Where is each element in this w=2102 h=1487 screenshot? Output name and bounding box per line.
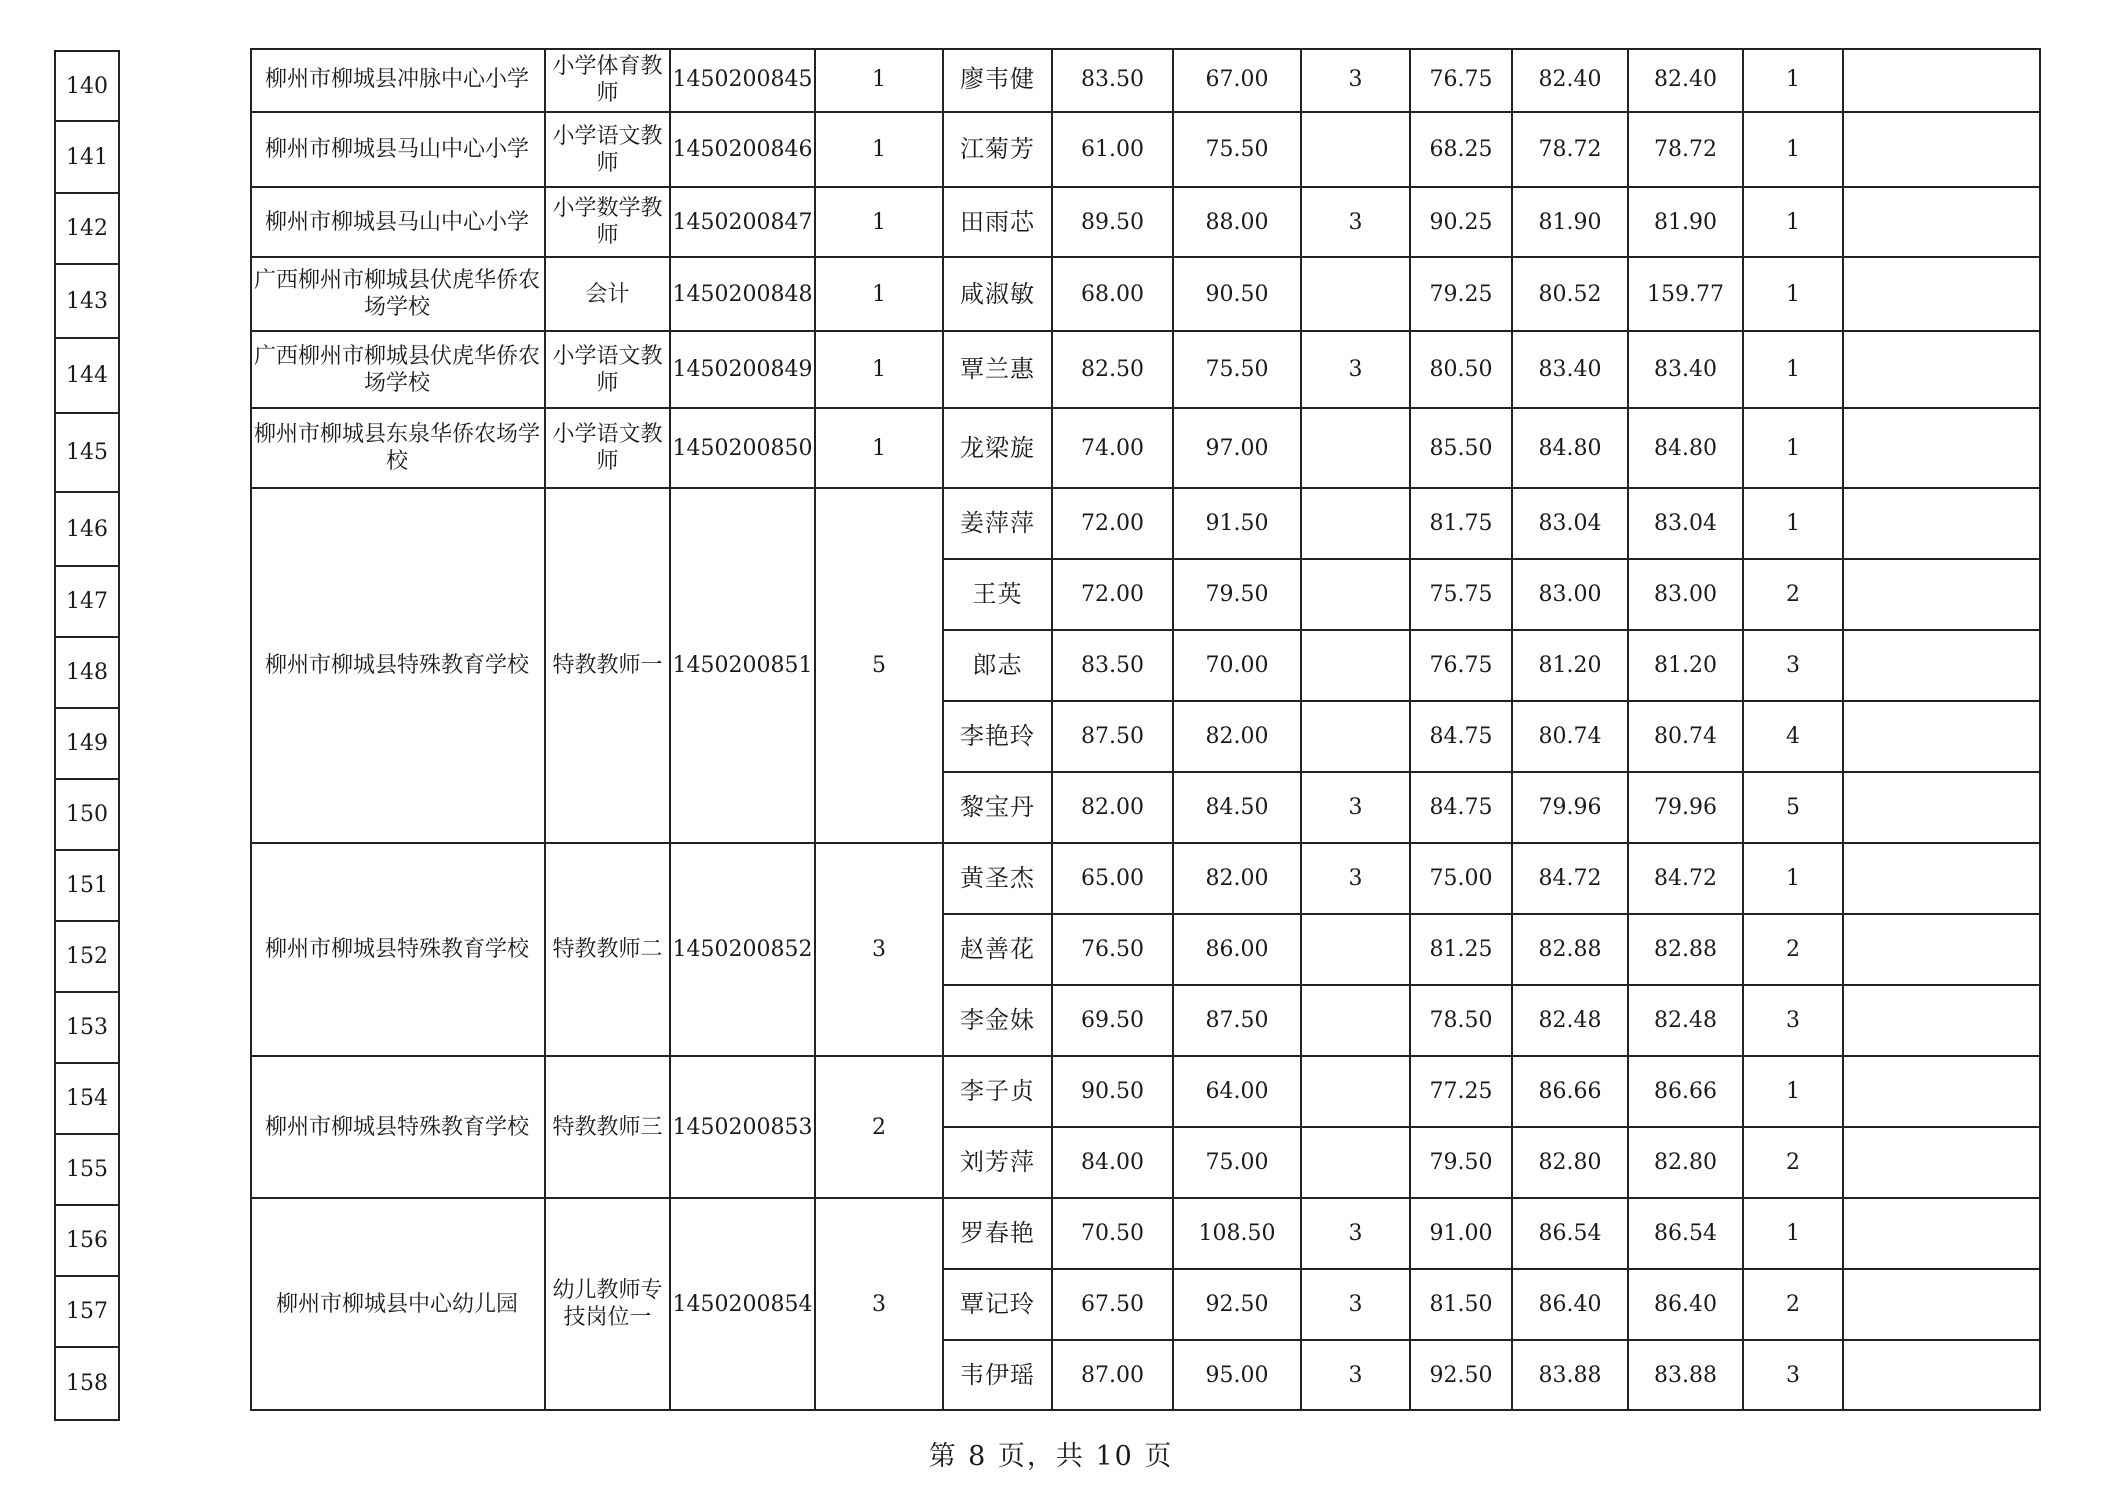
hire-count-cell: 1 bbox=[816, 258, 944, 332]
written-score-cell: 87.50 bbox=[1053, 702, 1174, 773]
written-score-cell: 76.50 bbox=[1053, 915, 1174, 986]
bonus-points-cell bbox=[1302, 560, 1411, 631]
job-post-cell: 特教教师一 bbox=[546, 489, 671, 844]
interview-score-cell: 84.80 bbox=[1513, 409, 1629, 489]
job-post-cell: 特教教师二 bbox=[546, 844, 671, 1057]
rank-cell: 1 bbox=[1744, 188, 1844, 258]
interview-score-cell: 86.54 bbox=[1513, 1199, 1629, 1270]
total-score-cell: 77.25 bbox=[1411, 1057, 1513, 1128]
final-score-cell: 83.88 bbox=[1629, 1341, 1744, 1411]
remark-cell bbox=[1844, 560, 2041, 631]
job-post-cell: 幼儿教师专技岗位一 bbox=[546, 1199, 671, 1411]
final-score-cell: 82.48 bbox=[1629, 986, 1744, 1057]
remark-cell bbox=[1844, 1128, 2041, 1199]
row-index-cell: 142 bbox=[56, 194, 118, 265]
final-score-cell: 86.54 bbox=[1629, 1199, 1744, 1270]
rank-cell: 3 bbox=[1744, 631, 1844, 702]
test-score-cell: 75.00 bbox=[1174, 1128, 1302, 1199]
total-score-cell: 81.25 bbox=[1411, 915, 1513, 986]
bonus-points-cell bbox=[1302, 631, 1411, 702]
job-post-cell: 会计 bbox=[546, 258, 671, 332]
post-code-cell: 1450200852 bbox=[671, 844, 816, 1057]
total-score-cell: 75.00 bbox=[1411, 844, 1513, 915]
row-index-cell: 158 bbox=[66, 1371, 108, 1396]
remark-cell bbox=[1844, 631, 2041, 702]
candidate-name-cell: 李金妹 bbox=[944, 986, 1053, 1057]
rank-cell: 3 bbox=[1744, 986, 1844, 1057]
rank-cell: 1 bbox=[1744, 113, 1844, 188]
rank-cell: 2 bbox=[1744, 915, 1844, 986]
rank-cell: 1 bbox=[1744, 332, 1844, 409]
rank-cell: 2 bbox=[1744, 1270, 1844, 1341]
interview-score-cell: 82.48 bbox=[1513, 986, 1629, 1057]
final-score-cell: 81.20 bbox=[1629, 631, 1744, 702]
final-score-cell: 84.80 bbox=[1629, 409, 1744, 489]
rank-cell: 1 bbox=[1744, 844, 1844, 915]
employer-unit-cell: 广西柳州市柳城县伏虎华侨农场学校 bbox=[250, 332, 546, 409]
candidate-name-cell: 江菊芳 bbox=[944, 113, 1053, 188]
total-score-cell: 68.25 bbox=[1411, 113, 1513, 188]
total-score-cell: 84.75 bbox=[1411, 702, 1513, 773]
interview-score-cell: 78.72 bbox=[1513, 113, 1629, 188]
row-index-cell: 148 bbox=[56, 638, 118, 709]
employer-unit-cell: 柳州市柳城县特殊教育学校 bbox=[250, 489, 546, 844]
job-post-cell: 小学语文教师 bbox=[546, 332, 671, 409]
remark-cell bbox=[1844, 986, 2041, 1057]
bonus-points-cell: 3 bbox=[1302, 188, 1411, 258]
written-score-cell: 72.00 bbox=[1053, 560, 1174, 631]
results-table bbox=[250, 48, 2041, 1411]
candidate-name-cell: 郎志 bbox=[944, 631, 1053, 702]
total-score-cell: 81.75 bbox=[1411, 489, 1513, 560]
final-score-cell: 86.40 bbox=[1629, 1270, 1744, 1341]
employer-unit-cell: 柳州市柳城县特殊教育学校 bbox=[250, 844, 546, 1057]
written-score-cell: 74.00 bbox=[1053, 409, 1174, 489]
test-score-cell: 95.00 bbox=[1174, 1341, 1302, 1411]
employer-unit-cell: 柳州市柳城县马山中心小学 bbox=[250, 188, 546, 258]
bonus-points-cell: 3 bbox=[1302, 773, 1411, 844]
candidate-name-cell: 咸淑敏 bbox=[944, 258, 1053, 332]
hire-count-cell: 1 bbox=[816, 332, 944, 409]
remark-cell bbox=[1844, 258, 2041, 332]
candidate-name-cell: 黄圣杰 bbox=[944, 844, 1053, 915]
total-score-cell: 84.75 bbox=[1411, 773, 1513, 844]
job-post-cell: 小学数学教师 bbox=[546, 188, 671, 258]
interview-score-cell: 82.80 bbox=[1513, 1128, 1629, 1199]
bonus-points-cell bbox=[1302, 702, 1411, 773]
bonus-points-cell: 3 bbox=[1302, 844, 1411, 915]
final-score-cell: 78.72 bbox=[1629, 113, 1744, 188]
employer-unit-cell: 柳州市柳城县冲脉中心小学 bbox=[250, 48, 546, 113]
written-score-cell: 67.50 bbox=[1053, 1270, 1174, 1341]
total-score-cell: 79.50 bbox=[1411, 1128, 1513, 1199]
bonus-points-cell: 3 bbox=[1302, 1341, 1411, 1411]
total-score-cell: 75.75 bbox=[1411, 560, 1513, 631]
remark-cell bbox=[1844, 1270, 2041, 1341]
test-score-cell: 70.00 bbox=[1174, 631, 1302, 702]
interview-score-cell: 80.74 bbox=[1513, 702, 1629, 773]
written-score-cell: 82.00 bbox=[1053, 773, 1174, 844]
hire-count-cell: 2 bbox=[816, 1057, 944, 1199]
interview-score-cell: 79.96 bbox=[1513, 773, 1629, 844]
candidate-name-cell: 罗春艳 bbox=[944, 1199, 1053, 1270]
post-code-cell: 1450200848 bbox=[671, 258, 816, 332]
rank-cell: 1 bbox=[1744, 409, 1844, 489]
test-score-cell: 86.00 bbox=[1174, 915, 1302, 986]
test-score-cell: 64.00 bbox=[1174, 1057, 1302, 1128]
written-score-cell: 70.50 bbox=[1053, 1199, 1174, 1270]
test-score-cell: 92.50 bbox=[1174, 1270, 1302, 1341]
candidate-name-cell: 黎宝丹 bbox=[944, 773, 1053, 844]
remark-cell bbox=[1844, 915, 2041, 986]
hire-count-cell: 1 bbox=[816, 188, 944, 258]
test-score-cell: 97.00 bbox=[1174, 409, 1302, 489]
test-score-cell: 82.00 bbox=[1174, 844, 1302, 915]
candidate-name-cell: 王英 bbox=[944, 560, 1053, 631]
total-score-cell: 91.00 bbox=[1411, 1199, 1513, 1270]
test-score-cell: 87.50 bbox=[1174, 986, 1302, 1057]
row-index-cell: 155 bbox=[56, 1135, 118, 1206]
row-index-cell: 153 bbox=[56, 993, 118, 1064]
page-footer: 第 8 页，共 10 页 bbox=[928, 1441, 1174, 1472]
employer-unit-cell: 柳州市柳城县特殊教育学校 bbox=[250, 1057, 546, 1199]
hire-count-cell: 1 bbox=[816, 48, 944, 113]
written-score-cell: 90.50 bbox=[1053, 1057, 1174, 1128]
remark-cell bbox=[1844, 332, 2041, 409]
remark-cell bbox=[1844, 844, 2041, 915]
row-index-cell: 151 bbox=[56, 851, 118, 922]
total-score-cell: 76.75 bbox=[1411, 631, 1513, 702]
hire-count-cell: 5 bbox=[816, 489, 944, 844]
row-index-cell: 154 bbox=[56, 1064, 118, 1135]
candidate-name-cell: 赵善花 bbox=[944, 915, 1053, 986]
rank-cell: 2 bbox=[1744, 1128, 1844, 1199]
written-score-cell: 72.00 bbox=[1053, 489, 1174, 560]
final-score-cell: 81.90 bbox=[1629, 188, 1744, 258]
bonus-points-cell bbox=[1302, 1057, 1411, 1128]
total-score-cell: 90.25 bbox=[1411, 188, 1513, 258]
test-score-cell: 91.50 bbox=[1174, 489, 1302, 560]
bonus-points-cell: 3 bbox=[1302, 332, 1411, 409]
post-code-cell: 1450200851 bbox=[671, 489, 816, 844]
final-score-cell: 82.80 bbox=[1629, 1128, 1744, 1199]
rank-cell: 4 bbox=[1744, 702, 1844, 773]
row-index-cell: 143 bbox=[56, 265, 118, 339]
interview-score-cell: 82.40 bbox=[1513, 48, 1629, 113]
test-score-cell: 90.50 bbox=[1174, 258, 1302, 332]
row-index-cell: 156 bbox=[56, 1206, 118, 1277]
interview-score-cell: 81.90 bbox=[1513, 188, 1629, 258]
bonus-points-cell bbox=[1302, 1128, 1411, 1199]
candidate-name-cell: 龙梁旋 bbox=[944, 409, 1053, 489]
written-score-cell: 84.00 bbox=[1053, 1128, 1174, 1199]
post-code-cell: 1450200847 bbox=[671, 188, 816, 258]
total-score-cell: 76.75 bbox=[1411, 48, 1513, 113]
interview-score-cell: 83.00 bbox=[1513, 560, 1629, 631]
interview-score-cell: 83.40 bbox=[1513, 332, 1629, 409]
bonus-points-cell bbox=[1302, 409, 1411, 489]
interview-score-cell: 81.20 bbox=[1513, 631, 1629, 702]
test-score-cell: 84.50 bbox=[1174, 773, 1302, 844]
written-score-cell: 68.00 bbox=[1053, 258, 1174, 332]
remark-cell bbox=[1844, 1341, 2041, 1411]
rank-cell: 3 bbox=[1744, 1341, 1844, 1411]
candidate-name-cell: 韦伊瑶 bbox=[944, 1341, 1053, 1411]
employer-unit-cell: 柳州市柳城县马山中心小学 bbox=[250, 113, 546, 188]
total-score-cell: 92.50 bbox=[1411, 1341, 1513, 1411]
bonus-points-cell bbox=[1302, 113, 1411, 188]
test-score-cell: 82.00 bbox=[1174, 702, 1302, 773]
rank-cell: 1 bbox=[1744, 258, 1844, 332]
row-index-cell: 144 bbox=[56, 339, 118, 414]
row-index-cell: 150 bbox=[56, 780, 118, 851]
remark-cell bbox=[1844, 113, 2041, 188]
bonus-points-cell bbox=[1302, 986, 1411, 1057]
row-index-cell: 146 bbox=[56, 493, 118, 567]
employer-unit-cell: 柳州市柳城县中心幼儿园 bbox=[250, 1199, 546, 1411]
final-score-cell: 84.72 bbox=[1629, 844, 1744, 915]
hire-count-cell: 3 bbox=[816, 1199, 944, 1411]
test-score-cell: 108.50 bbox=[1174, 1199, 1302, 1270]
total-score-cell: 78.50 bbox=[1411, 986, 1513, 1057]
row-index-column bbox=[54, 50, 120, 1421]
final-score-cell: 80.74 bbox=[1629, 702, 1744, 773]
final-score-cell: 83.00 bbox=[1629, 560, 1744, 631]
final-score-cell: 83.40 bbox=[1629, 332, 1744, 409]
candidate-name-cell: 廖韦健 bbox=[944, 48, 1053, 113]
rank-cell: 1 bbox=[1744, 1057, 1844, 1128]
interview-score-cell: 84.72 bbox=[1513, 844, 1629, 915]
final-score-cell: 79.96 bbox=[1629, 773, 1744, 844]
row-index-cell: 157 bbox=[56, 1277, 118, 1348]
job-post-cell: 小学体育教师 bbox=[546, 48, 671, 113]
row-index-cell: 141 bbox=[56, 122, 118, 194]
post-code-cell: 1450200853 bbox=[671, 1057, 816, 1199]
interview-score-cell: 83.88 bbox=[1513, 1341, 1629, 1411]
candidate-name-cell: 覃记玲 bbox=[944, 1270, 1053, 1341]
written-score-cell: 83.50 bbox=[1053, 48, 1174, 113]
candidate-name-cell: 李艳玲 bbox=[944, 702, 1053, 773]
remark-cell bbox=[1844, 702, 2041, 773]
remark-cell bbox=[1844, 409, 2041, 489]
employer-unit-cell: 柳州市柳城县东泉华侨农场学校 bbox=[250, 409, 546, 489]
remark-cell bbox=[1844, 773, 2041, 844]
hire-count-cell: 3 bbox=[816, 844, 944, 1057]
candidate-name-cell: 田雨芯 bbox=[944, 188, 1053, 258]
total-score-cell: 85.50 bbox=[1411, 409, 1513, 489]
rank-cell: 1 bbox=[1744, 48, 1844, 113]
rank-cell: 2 bbox=[1744, 560, 1844, 631]
test-score-cell: 67.00 bbox=[1174, 48, 1302, 113]
interview-score-cell: 80.52 bbox=[1513, 258, 1629, 332]
final-score-cell: 159.77 bbox=[1629, 258, 1744, 332]
candidate-name-cell: 刘芳萍 bbox=[944, 1128, 1053, 1199]
row-index-cell: 145 bbox=[56, 414, 118, 493]
written-score-cell: 83.50 bbox=[1053, 631, 1174, 702]
row-index-cell: 149 bbox=[56, 709, 118, 780]
bonus-points-cell bbox=[1302, 258, 1411, 332]
bonus-points-cell bbox=[1302, 915, 1411, 986]
remark-cell bbox=[1844, 188, 2041, 258]
row-index-cell: 147 bbox=[56, 567, 118, 638]
interview-score-cell: 86.66 bbox=[1513, 1057, 1629, 1128]
written-score-cell: 65.00 bbox=[1053, 844, 1174, 915]
job-post-cell: 小学语文教师 bbox=[546, 113, 671, 188]
interview-score-cell: 83.04 bbox=[1513, 489, 1629, 560]
post-code-cell: 1450200854 bbox=[671, 1199, 816, 1411]
total-score-cell: 81.50 bbox=[1411, 1270, 1513, 1341]
row-index-cell: 140 bbox=[56, 52, 118, 122]
rank-cell: 1 bbox=[1744, 1199, 1844, 1270]
rank-cell: 1 bbox=[1744, 489, 1844, 560]
bonus-points-cell: 3 bbox=[1302, 1199, 1411, 1270]
candidate-name-cell: 李子贞 bbox=[944, 1057, 1053, 1128]
remark-cell bbox=[1844, 489, 2041, 560]
written-score-cell: 61.00 bbox=[1053, 113, 1174, 188]
row-index-cell: 152 bbox=[56, 922, 118, 993]
test-score-cell: 88.00 bbox=[1174, 188, 1302, 258]
test-score-cell: 75.50 bbox=[1174, 113, 1302, 188]
total-score-cell: 80.50 bbox=[1411, 332, 1513, 409]
test-score-cell: 75.50 bbox=[1174, 332, 1302, 409]
post-code-cell: 1450200845 bbox=[671, 48, 816, 113]
final-score-cell: 86.66 bbox=[1629, 1057, 1744, 1128]
written-score-cell: 69.50 bbox=[1053, 986, 1174, 1057]
total-score-cell: 79.25 bbox=[1411, 258, 1513, 332]
hire-count-cell: 1 bbox=[816, 409, 944, 489]
remark-cell bbox=[1844, 1199, 2041, 1270]
post-code-cell: 1450200849 bbox=[671, 332, 816, 409]
hire-count-cell: 1 bbox=[816, 113, 944, 188]
job-post-cell: 小学语文教师 bbox=[546, 409, 671, 489]
final-score-cell: 82.88 bbox=[1629, 915, 1744, 986]
interview-score-cell: 82.88 bbox=[1513, 915, 1629, 986]
test-score-cell: 79.50 bbox=[1174, 560, 1302, 631]
bonus-points-cell: 3 bbox=[1302, 48, 1411, 113]
job-post-cell: 特教教师三 bbox=[546, 1057, 671, 1199]
bonus-points-cell: 3 bbox=[1302, 1270, 1411, 1341]
final-score-cell: 82.40 bbox=[1629, 48, 1744, 113]
written-score-cell: 89.50 bbox=[1053, 188, 1174, 258]
post-code-cell: 1450200850 bbox=[671, 409, 816, 489]
remark-cell bbox=[1844, 1057, 2041, 1128]
written-score-cell: 87.00 bbox=[1053, 1341, 1174, 1411]
interview-score-cell: 86.40 bbox=[1513, 1270, 1629, 1341]
rank-cell: 5 bbox=[1744, 773, 1844, 844]
candidate-name-cell: 姜萍萍 bbox=[944, 489, 1053, 560]
remark-cell bbox=[1844, 48, 2041, 113]
written-score-cell: 82.50 bbox=[1053, 332, 1174, 409]
final-score-cell: 83.04 bbox=[1629, 489, 1744, 560]
candidate-name-cell: 覃兰惠 bbox=[944, 332, 1053, 409]
post-code-cell: 1450200846 bbox=[671, 113, 816, 188]
employer-unit-cell: 广西柳州市柳城县伏虎华侨农场学校 bbox=[250, 258, 546, 332]
bonus-points-cell bbox=[1302, 489, 1411, 560]
